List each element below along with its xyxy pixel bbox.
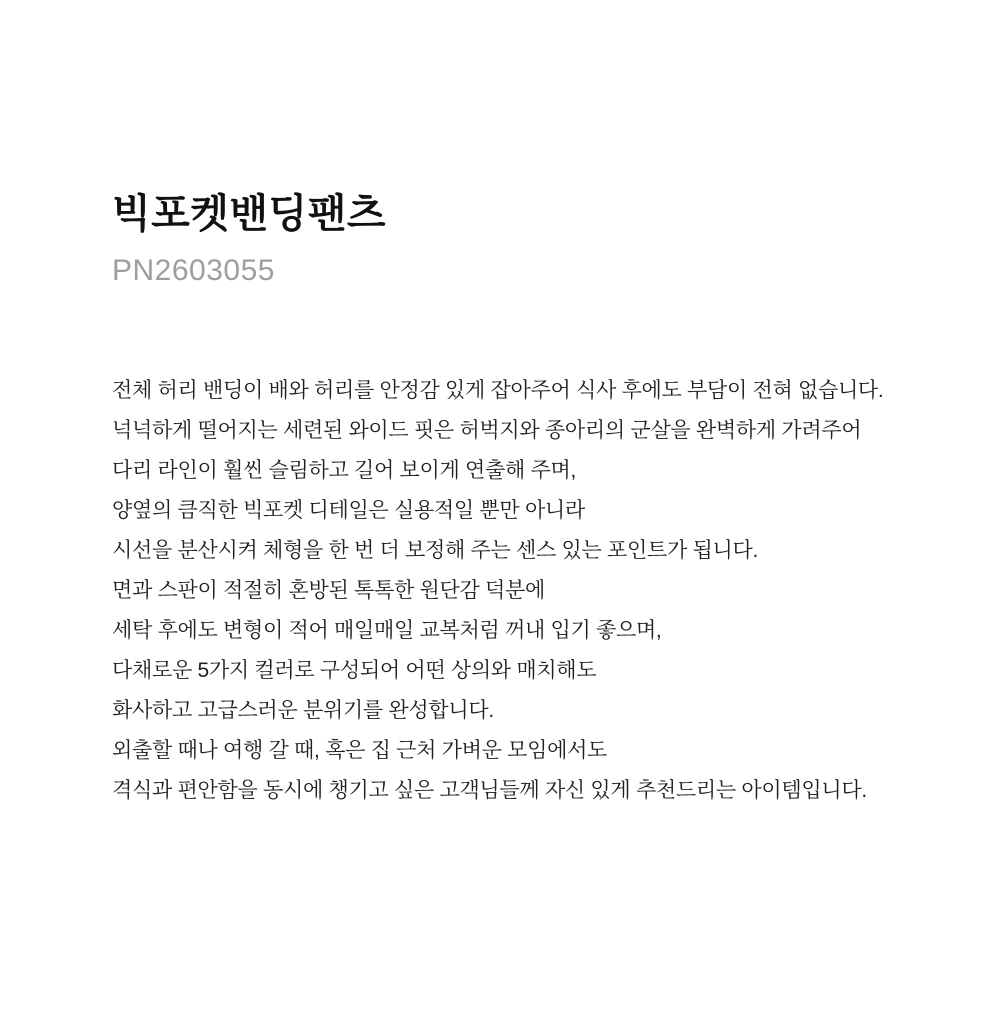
description-line: 시선을 분산시켜 체형을 한 번 더 보정해 주는 센스 있는 포인트가 됩니다. xyxy=(112,539,759,562)
product-description xyxy=(112,371,960,811)
description-line: 세탁 후에도 변형이 적어 매일매일 교복처럼 꺼내 입기 좋으며, xyxy=(112,619,662,642)
product-code: PN2603055 xyxy=(112,254,275,287)
description-line: 양옆의 큼직한 빅포켓 디테일은 실용적일 뿐만 아니라 xyxy=(112,499,585,522)
description-line: 다채로운 5가지 컬러로 구성되어 어떤 상의와 매치해도 xyxy=(112,659,597,682)
description-line: 다리 라인이 훨씬 슬림하고 길어 보이게 연출해 주며, xyxy=(112,459,576,482)
description-line: 외출할 때나 여행 갈 때, 혹은 집 근처 가벼운 모임에서도 xyxy=(112,739,608,762)
description-line: 전체 허리 밴딩이 배와 허리를 안정감 있게 잡아주어 식사 후에도 부담이 전혀 없습니다. xyxy=(112,379,884,402)
description-line: 격식과 편안함을 동시에 챙기고 싶은 고객님들께 자신 있게 추천드리는 아이템입니다. xyxy=(112,779,867,802)
description-line: 화사하고 고급스러운 분위기를 완성합니다. xyxy=(112,699,494,722)
product-title: 빅포켓밴딩팬츠 xyxy=(112,192,386,236)
description-line: 면과 스판이 적절히 혼방된 톡톡한 원단감 덕분에 xyxy=(112,579,545,602)
description-line: 넉넉하게 떨어지는 세련된 와이드 핏은 허벅지와 종아리의 군살을 완벽하게 가려주어 xyxy=(112,419,862,442)
